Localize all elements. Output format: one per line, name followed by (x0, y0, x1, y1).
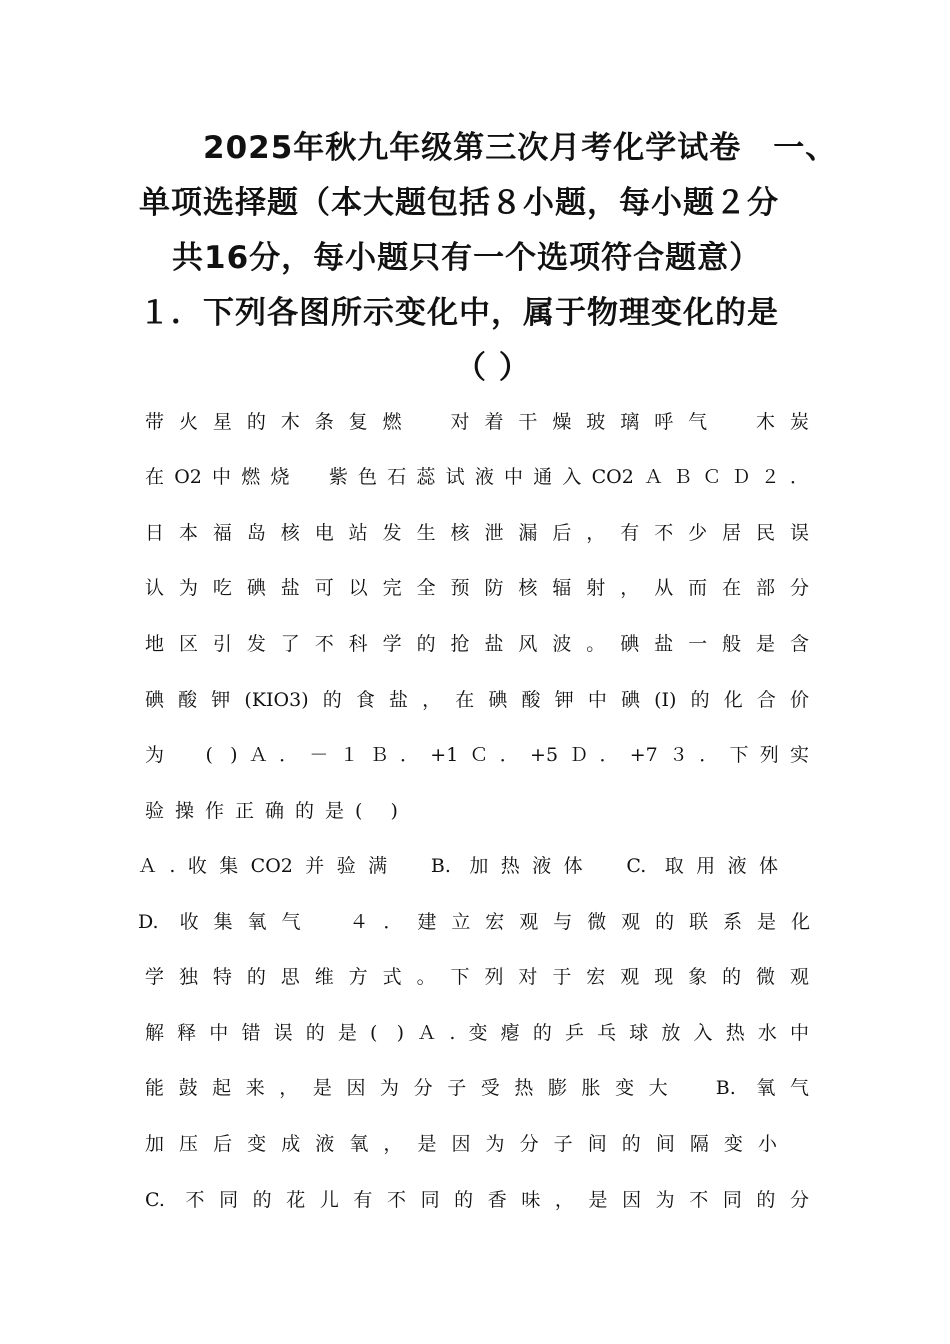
body-line-15: C. 不同的花儿有不同的香味，是因为不同的分 (145, 1189, 809, 1211)
body-line-11: 学独特的思维方式。下列对于宏观现象的微观 (145, 966, 809, 988)
question-1-stem: １．下列各图所示变化中，属于物理变化的是 (139, 295, 779, 331)
body-line-13: 能鼓起来，是因为分子受热膨胀变大 B. 氧气 (145, 1077, 809, 1099)
body-line-3: 日本福岛核电站发生核泄漏后，有不少居民误 (145, 522, 809, 544)
question-1-blank: （ ） (455, 350, 531, 386)
body-line-2: 在O2中燃烧 紫色石蕊试液中通入CO2ＡＢＣＤ２． (145, 466, 809, 488)
body-line-6: 碘酸钾(KIO3)的食盐，在碘酸钾中碘(I)的化合价 (145, 689, 809, 711)
title-line-1: 2025年秋九年级第三次月考化学试卷 一、 (203, 130, 838, 166)
body-line-10: D. 收集氧气 ４．建立宏观与微观的联系是化 (138, 911, 810, 933)
body-line-5: 地区引发了不科学的抢盐风波。碘盐一般是含 (145, 633, 809, 655)
section-heading-line-2: 单项选择题（本大题包括８小题，每小题２分 (139, 185, 779, 221)
body-line-7: 为 ( )Ａ．－１Ｂ．+1Ｃ．+5Ｄ．+7３．下列实 (145, 744, 809, 766)
body-line-8: 验操作正确的是( ) (145, 800, 409, 822)
body-line-9: Ａ.收集CO2并验满 B. 加热液体 C. 取用液体 (138, 855, 778, 877)
body-line-12: 解释中错误的是( )Ａ.变瘪的乒乓球放入热水中 (145, 1022, 809, 1044)
body-line-4: 认为吃碘盐可以完全预防核辐射，从而在部分 (145, 577, 809, 599)
body-line-1: 带火星的木条复燃 对着干燥玻璃呼气 木炭 (145, 411, 809, 433)
body-line-14: 加压后变成液氧，是因为分子间的间隔变小 (145, 1133, 777, 1155)
section-heading-line-3: 共16分，每小题只有一个选项符合题意） (172, 240, 762, 276)
